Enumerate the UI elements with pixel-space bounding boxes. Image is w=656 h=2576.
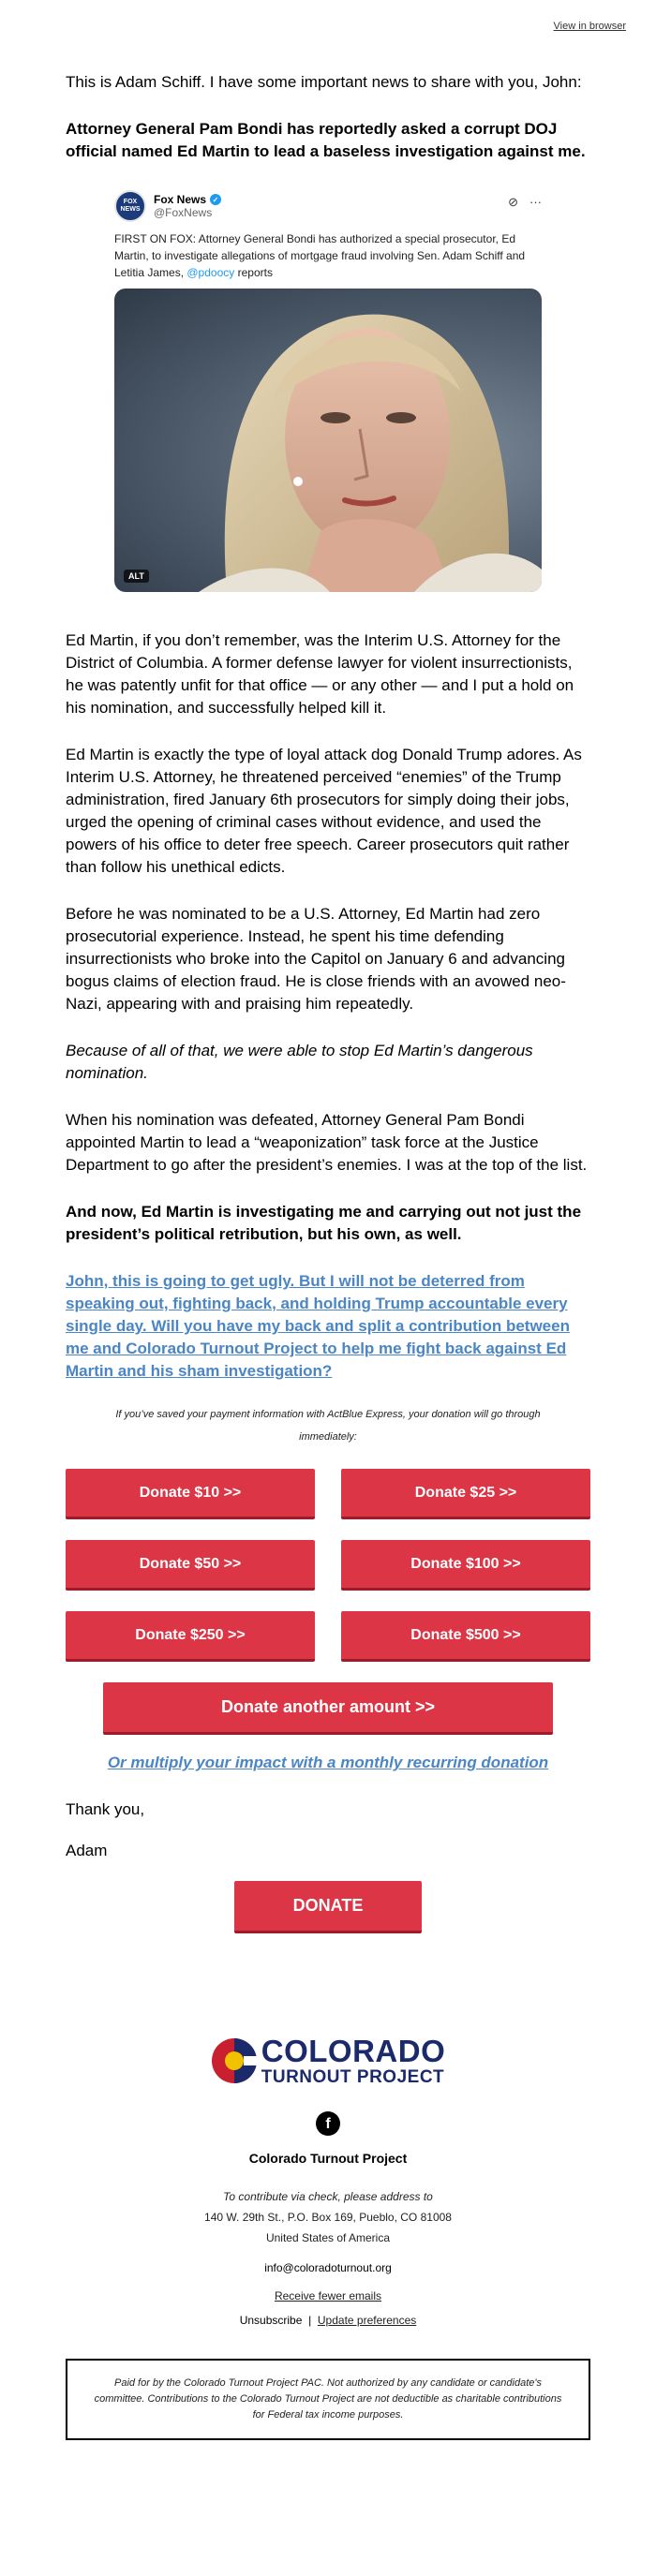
logo-line-colorado: COLORADO <box>261 2034 446 2068</box>
colorado-turnout-logo[interactable] <box>0 2033 656 2089</box>
italic-paragraph: Because of all of that, we were able to stop Ed Martin’s dangerous nomination. <box>66 1042 533 1082</box>
monthly-donation-link[interactable]: Or multiply your impact with a monthly recurring donation <box>107 1754 549 1771</box>
donate-25-button[interactable]: Donate $25 >> <box>341 1469 590 1519</box>
headline-paragraph: Attorney General Pam Bondi has reportedly asked a corrupt DOJ official named Ed Martin to lead a baseless investigation against me. <box>66 120 586 160</box>
update-preferences-link[interactable]: Update preferences <box>317 2314 417 2327</box>
verified-badge-icon: ✓ <box>210 194 221 205</box>
unsubscribe-link[interactable]: Unsubscribe <box>239 2314 303 2327</box>
thank-you-text: Thank you, <box>66 1800 145 1818</box>
paid-for-disclaimer: Paid for by the Colorado Turnout Project PAC. Not authorized by any candidate or candidate's committee. Contributions to the Colorado Turnout Project are not deductible as charitable contributions for Federal tax income purposes. <box>66 2359 590 2440</box>
avatar-text-top: FOX <box>123 199 138 205</box>
donate-50-button[interactable]: Donate $50 >> <box>66 1540 315 1591</box>
donation-appeal-link[interactable]: John, this is going to get ugly. But I will not be deterred from speaking out, fighting back, and holding Trump accountable every single day. Will you have my back and split a contribution between me and Colorado Turnout Project to help me fight back against Ed Martin and his sham investigation? <box>66 1272 570 1380</box>
avatar-text-bottom: NEWS <box>120 206 141 213</box>
donate-500-button[interactable]: Donate $500 >> <box>341 1611 590 1662</box>
receive-fewer-emails-link[interactable]: Receive fewer emails <box>274 2289 382 2302</box>
tweet-author-name[interactable]: Fox News <box>154 193 207 206</box>
portrait-illustration <box>114 289 542 592</box>
body-paragraph: When his nomination was defeated, Attorney General Pam Bondi appointed Martin to lead a “weaponization” task force at the Justice Department to go after the president’s enemies. I was at the top of the list. <box>66 1111 588 1174</box>
donate-other-amount-button[interactable]: Donate another amount >> <box>103 1682 553 1735</box>
link-separator: | <box>308 2314 312 2327</box>
tweet-author-handle[interactable]: @FoxNews <box>154 206 213 219</box>
body-paragraph: Before he was nominated to be a U.S. Attorney, Ed Martin had zero prosecutorial experience. Instead, he spent his time defending insurrectionists who broke into the Capitol on January 6 and advancing bogus claims of election fraud. He is close friends with an avowed neo-Nazi, appearing with and praising him repeatedly. <box>66 905 566 1013</box>
footer <box>0 2033 656 2440</box>
top-bar <box>0 0 656 52</box>
fox-news-avatar[interactable] <box>114 190 146 222</box>
email-content <box>0 52 656 1933</box>
grok-icon[interactable]: ⊘ <box>508 195 518 209</box>
preferences-row <box>0 2314 656 2327</box>
tweet-mention-link[interactable]: @pdoocy <box>186 266 235 279</box>
donate-button[interactable]: DONATE <box>234 1881 422 1933</box>
tweet-author <box>154 193 221 219</box>
tweet-text-main: FIRST ON FOX: Attorney General Bondi has authorized a special prosecutor, Ed Martin, to investigate allegations of mortgage fraud involving Sen. Adam Schiff and Letitia James, <box>114 232 526 279</box>
mailing-country: United States of America <box>265 2231 391 2244</box>
mailing-address: 140 W. 29th St., P.O. Box 169, Pueblo, CO 81008 <box>204 2211 452 2224</box>
signature-text: Adam <box>66 1842 108 1859</box>
tweet-photo[interactable] <box>114 289 542 592</box>
more-options-icon[interactable]: ··· <box>529 195 542 209</box>
check-instructions: To contribute via check, please address to <box>223 2190 433 2203</box>
donate-100-button[interactable]: Donate $100 >> <box>341 1540 590 1591</box>
tweet-header <box>114 187 542 225</box>
facebook-icon[interactable]: f <box>316 2111 340 2136</box>
donate-10-button[interactable]: Donate $10 >> <box>66 1469 315 1519</box>
intro-paragraph: This is Adam Schiff. I have some important news to share with you, John: <box>66 73 582 91</box>
organization-name: Colorado Turnout Project <box>248 2151 408 2166</box>
donate-250-button[interactable]: Donate $250 >> <box>66 1611 315 1662</box>
logo-line-turnout-project: TURNOUT PROJECT <box>261 2067 445 2087</box>
view-in-browser-link[interactable]: View in browser <box>553 21 626 32</box>
actblue-express-note: If you’ve saved your payment information with ActBlue Express, your donation will go through immediately: <box>115 1409 541 1443</box>
contact-email[interactable]: info@coloradoturnout.org <box>264 2261 392 2274</box>
bold-paragraph: And now, Ed Martin is investigating me and carrying out not just the president’s political retribution, but his own, as well. <box>66 1203 582 1243</box>
body-paragraph: Ed Martin, if you don’t remember, was the Interim U.S. Attorney for the District of Columbia. A former defense lawyer for violent insurrectionists, he was patently unfit for that office — or any other — and I put a hold on his nomination, and successfully helped kill it. <box>66 631 574 717</box>
embedded-tweet[interactable] <box>114 187 542 592</box>
colorado-c-logo-icon <box>211 2037 258 2084</box>
tweet-actions <box>508 195 542 210</box>
donate-button-grid <box>66 1469 590 1662</box>
tweet-author-name-row <box>154 193 221 206</box>
alt-text-badge[interactable]: ALT <box>124 570 149 583</box>
fewer-emails-row <box>0 2287 656 2304</box>
tweet-text-end: reports <box>234 266 273 279</box>
body-paragraph: Ed Martin is exactly the type of loyal attack dog Donald Trump adores. As Interim U.S. Attorney, he threatened perceived “enemies” of the Trump administration, fired January 6th prosecutors for simply doing their jobs, urged the opening of criminal cases without evidence, and used the powers of his office to deter free speech. Career prosecutors quit rather than follow his unethical edicts. <box>66 746 582 876</box>
logo-wordmark <box>261 2036 446 2086</box>
tweet-text <box>114 230 542 281</box>
